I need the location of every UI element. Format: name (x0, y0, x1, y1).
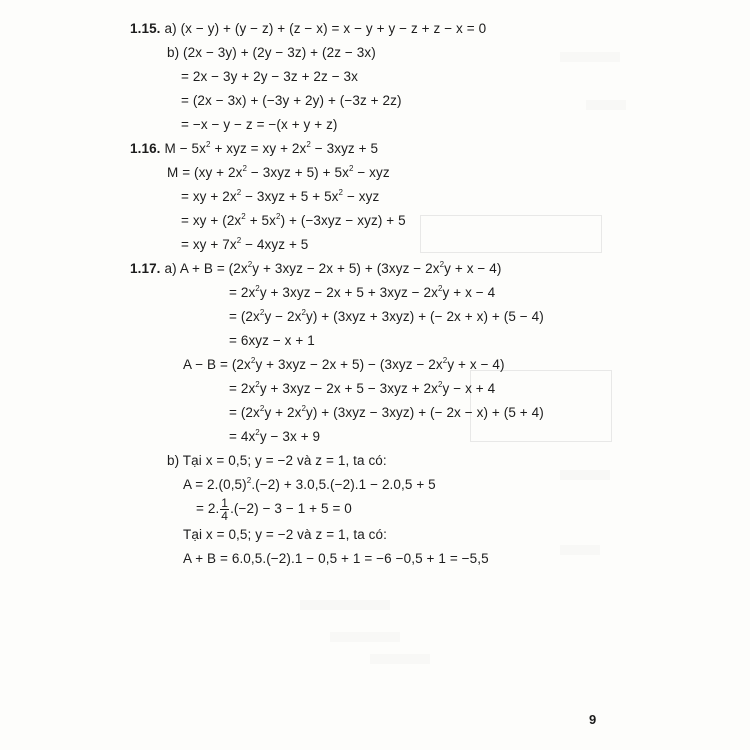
exercise-1-17-line (183, 550, 489, 568)
math-text: y + x − 4) (447, 357, 505, 372)
exercise-1-17-line (229, 308, 544, 326)
fraction-numerator: 1 (221, 495, 229, 510)
exercise-number: 1.17. (130, 261, 161, 276)
math-text: y − x + 4 (442, 381, 496, 396)
math-text: a) (x − y) + (y − z) + (z − x) = x − y + y − z + z − x = 0 (164, 21, 487, 36)
math-text: = 2x (229, 381, 256, 396)
math-text: y + 3xyz − 2x + 5) + (3xyz − 2x (252, 261, 440, 276)
bleed-through-text (560, 52, 620, 62)
exercise-1-17-line (229, 404, 544, 422)
fraction-denominator: 4 (221, 508, 229, 523)
exponent: 2 (442, 356, 448, 365)
math-text: y + x − 4) (444, 261, 502, 276)
math-text: y + 3xyz − 2x + 5) − (3xyz − 2x (255, 357, 443, 372)
exercise-1-17-line (229, 380, 495, 398)
exercise-1-17-line (229, 332, 315, 350)
math-text: y − 3x + 9 (259, 429, 321, 444)
math-text: y + x − 4 (442, 285, 496, 300)
math-text: Tại x = 0,5; y = −2 và z = 1, ta có: (183, 527, 387, 542)
exercise-1-16-line (181, 188, 379, 206)
exponent: 2 (276, 212, 281, 221)
exercise-1-17-line (229, 428, 320, 446)
math-text: .(−2) + 3.0,5.(−2).1 − 2.0,5 + 5 (251, 477, 436, 492)
math-text: = −x − y − z = −(x + y + z) (181, 117, 338, 132)
math-text: .(−2) − 3 − 1 + 5 = 0 (230, 501, 352, 516)
exercise-1-17-line (183, 356, 505, 374)
math-text: A − B = (2x (183, 357, 251, 372)
exponent: 2 (255, 380, 260, 389)
math-text: = 4x (229, 429, 256, 444)
exponent: 2 (338, 188, 344, 197)
exponent: 2 (242, 164, 248, 173)
exercise-1-17-line (130, 260, 501, 278)
math-text: − xyz (343, 189, 380, 204)
exercise-number: 1.15. (130, 21, 161, 36)
exercise-1-17-line (183, 476, 436, 494)
exponent: 2 (246, 476, 252, 485)
exercise-1-15-line (181, 68, 358, 86)
math-text: − xyz (353, 165, 390, 180)
bleed-through-table (420, 215, 602, 253)
math-text: y) + (3xyz + 3xyz) + (− 2x + x) + (5 − 4) (306, 309, 544, 324)
exercise-1-17-line (167, 452, 387, 470)
exercise-1-17-line (183, 526, 387, 544)
math-text: + 5x (245, 213, 276, 228)
exponent: 2 (255, 284, 260, 293)
math-text: − 3xyz + 5) + 5x (247, 165, 349, 180)
exponent: 2 (437, 380, 443, 389)
exponent: 2 (236, 236, 242, 245)
math-text: = 2x − 3y + 2y − 3z + 2z − 3x (181, 69, 359, 84)
exercise-1-15-line (181, 92, 402, 110)
exponent: 2 (206, 140, 211, 149)
math-text: − 3xyz + 5 + 5x (241, 189, 339, 204)
exponent: 2 (247, 260, 253, 269)
exponent: 2 (259, 308, 265, 317)
math-text: = xy + 7x (181, 237, 237, 252)
exponent: 2 (301, 308, 307, 317)
exercise-1-17-line (196, 494, 352, 524)
math-text: + xyz = xy + 2x (210, 141, 307, 156)
math-text: a) A + B = (2x (164, 261, 248, 276)
bleed-through-text (330, 632, 400, 642)
exercise-number: 1.16. (130, 141, 161, 156)
exercise-1-15-line (181, 116, 338, 134)
bleed-through-text (560, 545, 600, 555)
math-text: − 3xyz + 5 (310, 141, 379, 156)
bleed-through-text (560, 470, 610, 480)
page-number: 9 (589, 712, 597, 727)
fraction (220, 497, 229, 522)
math-text: y − 2x (264, 309, 302, 324)
math-text: = 2x (229, 285, 256, 300)
math-text: = (2x − 3x) + (−3y + 2y) + (−3z + 2z) (181, 93, 402, 108)
bleed-through-text (300, 600, 390, 610)
math-text: = xy + 2x (181, 189, 237, 204)
exponent: 2 (236, 188, 242, 197)
math-text: M = (xy + 2x (167, 165, 243, 180)
math-text: = xy + (2x (181, 213, 242, 228)
exponent: 2 (437, 284, 443, 293)
exponent: 2 (306, 140, 311, 149)
exponent: 2 (255, 428, 260, 437)
math-text: A = 2.(0,5) (183, 477, 247, 492)
exponent: 2 (250, 356, 256, 365)
math-text: = 6xyz − x + 1 (229, 333, 315, 348)
bleed-through-text (370, 654, 430, 664)
exercise-1-16-line (181, 212, 406, 230)
exercise-1-15-line-a (130, 20, 486, 38)
math-text: y + 3xyz − 2x + 5 − 3xyz + 2x (259, 381, 438, 396)
math-text: = 2. (196, 501, 220, 516)
math-text: A + B = 6.0,5.(−2).1 − 0,5 + 1 = −6 −0,5 + 1 = −5,5 (183, 551, 489, 566)
exponent: 2 (348, 164, 354, 173)
math-text: = (2x (229, 309, 260, 324)
exercise-1-16-line (167, 164, 390, 182)
math-text: M − 5x (164, 141, 207, 156)
math-text: b) (2x − 3y) + (2y − 3z) + (2z − 3x) (167, 45, 376, 60)
math-text: y) + (3xyz − 3xyz) + (− 2x − x) + (5 + 4) (306, 405, 544, 420)
math-text: − 4xyz + 5 (241, 237, 309, 252)
math-text: b) Tại x = 0,5; y = −2 và z = 1, ta có: (167, 453, 387, 468)
exponent: 2 (241, 212, 246, 221)
exercise-1-15-line-b (167, 44, 376, 62)
exercise-1-16-line (181, 236, 308, 254)
math-text: y + 3xyz − 2x + 5 + 3xyz − 2x (259, 285, 438, 300)
math-text: = (2x (229, 405, 260, 420)
math-text: y + 2x (264, 405, 302, 420)
exercise-1-17-line (229, 284, 495, 302)
exponent: 2 (259, 404, 265, 413)
exercise-1-16-line (130, 140, 378, 158)
exponent: 2 (439, 260, 445, 269)
math-text: ) + (−3xyz − xyz) + 5 (280, 213, 406, 228)
exponent: 2 (301, 404, 307, 413)
bleed-through-text (586, 100, 626, 110)
